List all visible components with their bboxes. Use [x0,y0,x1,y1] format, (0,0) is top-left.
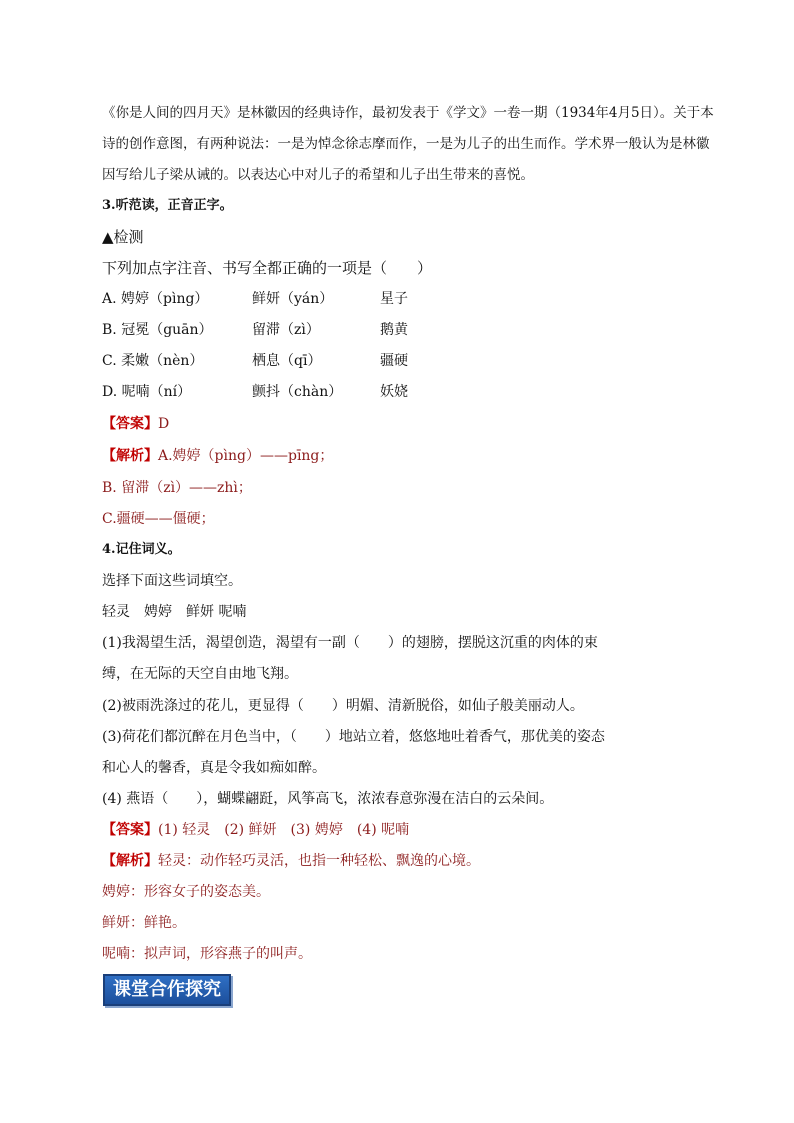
question-2: (2)被雨洗涤过的花儿，更显得（ ）明媚、清新脱俗，如仙子般美丽动人。 [102,698,584,714]
intro-paragraph: 《你是人间的四月天》是林徽因的经典诗作，最初发表于《学文》一卷一期（1934年4月5日）。关于本诗的创作意图，有两种说法：一是为悼念徐志摩而作，一是为儿子的出生而作。学术界一般认为是林徽因写给儿子梁从诫的。以表达心中对儿子的希望和儿子出生带来的喜悦。 [102,105,714,183]
section-banner [103,974,231,1006]
section-4-title: 4.记住词义。 [102,542,181,557]
option-a-word1: A. 娉婷（pìng） [102,291,209,307]
analysis-1-line2: B. 留滞（zì）——zhì； [102,480,252,496]
question-3-line2: 和心人的馨香，真是令我如痴如醉。 [102,760,326,776]
option-b-word2: 留滞（zì） [252,322,320,338]
option-b-word1: B. 冠冕（guān） [102,322,213,338]
option-d-word1: D. 呢喃（ní） [102,384,192,400]
option-c-word1: C. 柔嫩（nèn） [102,353,204,369]
word-list: 轻灵 娉婷 鲜妍 呢喃 [102,604,247,620]
answer-2-label: 【答案】 [102,822,158,838]
analysis-1-label: 【解析】 [102,448,158,464]
analysis-1-line1 [102,446,333,466]
section-3-title: 3.听范读，正音正字。 [102,198,233,213]
question-1-line1: (1)我渴望生活，渴望创造，渴望有一副（ ）的翅膀，摆脱这沉重的肉体的束 [102,635,598,651]
question-1-line2: 缚，在无际的天空自由地飞翔。 [102,666,298,682]
option-a-word3: 星子 [380,291,408,307]
analysis-1-line3: C.疆硬——僵硬； [102,511,215,527]
answer-2 [102,820,409,840]
option-a [102,289,408,309]
option-d-word2: 颤抖（chàn） [252,384,343,400]
analysis-1-text1: A.娉婷（pìng）——pīng； [158,448,334,464]
question-text: 下列加点字注音、书写全都正确的一项是（ ） [102,259,433,277]
option-c [102,351,408,371]
analysis-2-text1: 轻灵：动作轻巧灵活，也指一种轻松、飘逸的心境。 [158,853,480,869]
option-c-word3: 疆硬 [380,353,408,369]
option-b-word3: 鹅黄 [380,322,408,338]
section-banner-text: 课堂合作探究 [113,979,221,1000]
answer-1-text: D [158,416,170,432]
analysis-2-line4: 呢喃：拟声词，形容燕子的叫声。 [102,946,312,962]
question-3-line1: (3)荷花们都沉醉在月色当中，（ ）地站立着，悠悠地吐着香气，那优美的姿态 [102,729,605,745]
option-a-word2: 鲜妍（yán） [252,291,334,307]
answer-1 [102,414,169,434]
test-heading: ▲检测 [102,228,144,246]
analysis-2-line3: 鲜妍：鲜艳。 [102,915,186,931]
option-b [102,320,408,340]
answer-1-label: 【答案】 [102,416,158,432]
analysis-2-line1 [102,851,480,871]
option-c-word2: 栖息（qī） [252,353,322,369]
option-d-word3: 妖娆 [380,384,408,400]
question-4: (4) 燕语（ ），蝴蝶翩跹，风筝高飞，浓浓春意弥漫在洁白的云朵间。 [102,791,554,807]
analysis-2-line2: 娉婷：形容女子的姿态美。 [102,884,270,900]
instruction-text: 选择下面这些词填空。 [102,573,242,589]
analysis-2-label: 【解析】 [102,853,158,869]
option-d [102,382,408,402]
answer-2-text: (1) 轻灵 (2) 鲜妍 (3) 娉婷 (4) 呢喃 [158,822,410,838]
